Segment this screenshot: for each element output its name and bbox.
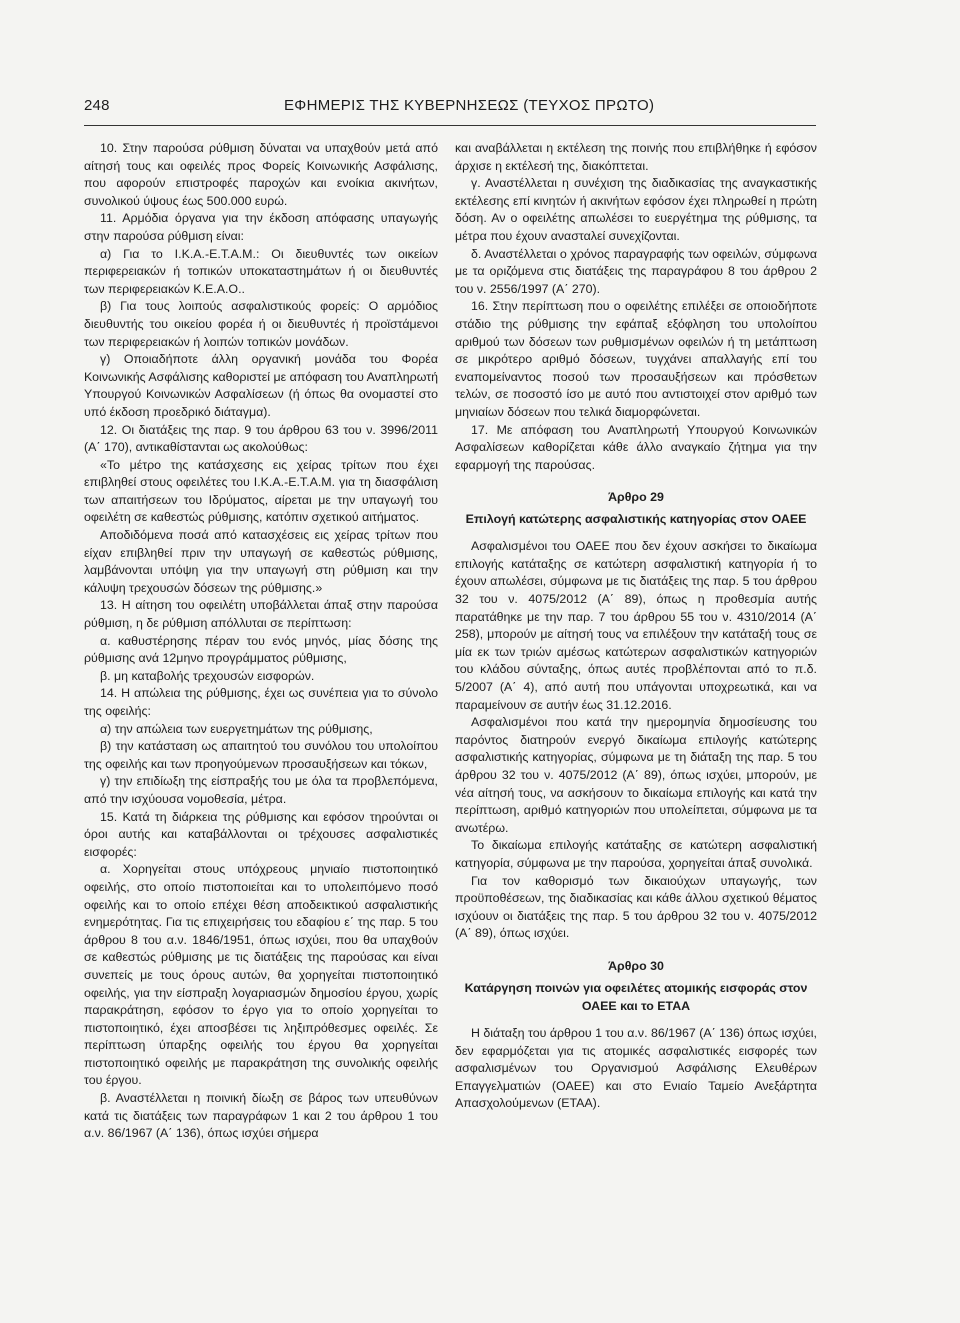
article-29-heading: Άρθρο 29 [608,490,664,505]
article-30-title: Κατάργηση ποινών για οφειλέτες ατομικής εισφοράς στον ΟΑΕΕ και το ΕΤΑΑ [464,980,808,1013]
paragraph: 15. Κατά τη διάρκεια της ρύθμισης και εφόσον τηρούνται οι όροι αυτής και καταβάλλονται οι τρέχουσες ασφαλιστικές εισφορές: [84,809,438,859]
paragraph: β) Για τους λοιπούς ασφαλιστικούς φορείς: Ο αρμόδιος διευθυντής του οικείου φορέα ή οι διευθυντές ή προϊστάμενοι των περιφερειακών ή λοιπών τοπικών μονάδων. [84,299,438,349]
paragraph: Ασφαλισμένοι του ΟΑΕΕ που δεν έχουν ασκήσει το δικαίωμα επιλογής κατάταξης σε κατώτερη ασφαλιστική κατηγορία ή το έχουν απωλέσει, σύμφωνα με τις διατάξεις της παρ. 5 του άρθρου 32 του ν. 4075/2012 (Α΄ 89), όπως η προθεσμία αυτής παρατάθηκε με την παρ. 7 του άρθρου 55 του ν. 4310/2014 (Α΄ 258), μπορούν με αίτησή τους να επιλέξουν την κατάταξή τους σε μία εκ των τριών αμέσως κατώτερων ασφαλιστικών κατηγοριών του κλάδου σύνταξης, όπως αυτές προβλέπονται από το π.δ. 5/2007 (Α΄ 4), από αυτή που υπάγονται υποχρεωτικά, και να παραμείνουν σε αυτήν έως 31.12.2016. [455,539,817,712]
paragraph: Η διάταξη του άρθρου 1 του α.ν. 86/1967 (Α΄ 136) όπως ισχύει, δεν εφαρμόζεται για τις ατομικές ασφαλιστικές εισφορές των ασφαλισμένων του Οργανισμού Ασφάλισης Ελευθέρων Επαγγελματιών (ΟΑΕΕ) και στο Ενιαίο Ταμείο Ανεξάρτητα Απασχολούμενων (ΕΤΑΑ). [455,1025,817,1111]
article-29-title: Επιλογή κατώτερης ασφαλιστικής κατηγορίας στον ΟΑΕΕ [465,512,807,527]
paragraph: 16. Στην περίπτωση που ο οφειλέτης επιλέξει σε οποιοδήποτε στάδιο της ρύθμισης την εφάπαξ εξόφληση του υπολοίπου αριθμού των δόσεων των ρυθμισμένων οφειλών ή τη μετάπτωση σε μικρότερο αριθμό δόσεων, τυγχάνει απαλλαγής επί του εναπομείναντος ποσού των προσαυξήσεων και πρόσθετων τελών, σε ποσοστό ίσο με αυτό που αντιστοιχεί στον αριθμό των μηνιαίων δόσεων που τελικά διαμορφώνεται. [455,299,817,419]
paragraph: β) την κατάσταση ως απαιτητού του συνόλου του υπολοίπου της οφειλής και των προηγούμενων προσαυξήσεων και τόκων, [84,739,438,771]
page-number: 248 [84,97,110,114]
paragraph: Ασφαλισμένοι που κατά την ημερομηνία δημοσίευσης του παρόντος διατηρούν ενεργό δικαίωμα επιλογής κατώτερης ασφαλιστικής κατηγορίας, σύμφωνα με τη διάταξη της παρ. 5 του άρθρου 32 του ν. 4075/2012 (Α΄ 89), όπως ισχύει, μπορούν, με νέα αίτησή τους, να ασκήσουν το δικαίωμα επιλογής και κατά την περίπτωση, αριθμό κατηγοριών που υπολείπεται, σύμφωνα με τα ανωτέρω. [455,715,817,835]
paragraph: Αποδιδόμενα ποσά από κατασχέσεις εις χείρας τρίτων που είχαν επιβληθεί πριν την υπαγωγή σε καθεστώς ρύθμισης, λαμβάνονται υπόψη για την υπαγωγή στη ρύθμιση και την κάλυψη τρεχουσών δόσεων της ρύθμισης.» [84,528,438,595]
paragraph: γ) την επιδίωξη της είσπραξής του με όλα τα προβλεπόμενα, από την ισχύουσα νομοθεσία, μέτρα. [84,774,438,806]
page-header [84,97,816,123]
paragraph: γ) Οποιαδήποτε άλλη οργανική μονάδα του Φορέα Κοινωνικής Ασφάλισης καθοριστεί με απόφαση του Αναπληρωτή Υπουργού Κοινωνικών Ασφαλίσεων (ή όπως θα ονομαστεί στο υπό έκδοση προεδρικό διάταγμα). [84,352,438,419]
paragraph: 10. Στην παρούσα ρύθμιση δύναται να υπαχθούν μετά από αίτησή τους και οφειλές προς Φορείς Κοινωνικής Ασφάλισης, που αφορούν επιστροφές παροχών και ενοίκια ακινήτων, συνολικού ύψους έως 500.000 ευρώ. [84,141,438,208]
article-30-heading: Άρθρο 30 [608,958,664,973]
left-column [84,140,438,1143]
right-column [455,140,817,1113]
paragraph: α) Για το Ι.Κ.Α.-Ε.Τ.Α.Μ.: Οι διευθυντές των οικείων περιφερειακών ή τοπικών υποκαταστημάτων ή οι διευθυντές των περιφερειακών Κ.Ε.Α.Ο.. [84,246,438,296]
paragraph: 11. Αρμόδια όργανα για την έκδοση απόφασης υπαγωγής στην παρούσα ρύθμιση είναι: [84,211,438,243]
paragraph: Για τον καθορισμό των δικαιούχων υπαγωγής, των προϋποθέσεων, της διαδικασίας και κάθε άλλου σχετικού θέματος ισχύουν οι διατάξεις της παρ. 5 του άρθρου 32 του ν. 4075/2012 (Α΄ 89), όπως ισχύει. [455,873,817,941]
paragraph: 13. Η αίτηση του οφειλέτη υποβάλλεται άπαξ στην παρούσα ρύθμιση, η δε ρύθμιση απόλλυται σε περίπτωση: [84,598,438,631]
paragraph: και αναβάλλεται η εκτέλεση της ποινής που επιβλήθηκε ή εφόσον άρχισε η εκτέλεσή της, διακόπτεται. [455,141,817,173]
paragraph: Το δικαίωμα επιλογής κατάταξης σε κατώτερη ασφαλιστική κατηγορία, σύμφωνα με την παρούσα, χορηγείται άπαξ συνολικά. [455,838,817,870]
journal-title: ΕΦΗΜΕΡΙΣ ΤΗΣ ΚΥΒΕΡΝΗΣΕΩΣ (ΤΕΥΧΟΣ ΠΡΩΤΟ) [284,97,655,114]
paragraph: α. καθυστέρησης πέραν του ενός μηνός, μίας δόσης της ρύθμισης ανά 12μηνο προγράμματος ρύθμισης, [84,633,438,666]
paragraph: β. μη καταβολής τρεχουσών εισφορών. [100,668,315,683]
header-rule [84,125,816,126]
paragraph: α) την απώλεια των ευεργετημάτων της ρύθμισης, [100,721,373,736]
paragraph: β. Αναστέλλεται η ποινική δίωξη σε βάρος των υπευθύνων κατά τις διατάξεις των παραγράφων 1 και 2 του άρθρου 1 του α.ν. 86/1967 (Α΄ 136), όπως ισχύει σήμερα [84,1091,438,1141]
paragraph: 12. Οι διατάξεις της παρ. 9 του άρθρου 63 του ν. 3996/2011 (Α΄ 170), αντικαθίστανται ως ακολούθως: [84,422,438,455]
paragraph: «Το μέτρο της κατάσχεσης εις χείρας τρίτων που έχει επιβληθεί στους οφειλέτες του Ι.Κ.Α.-Ε.Τ.Α.Μ. για τη διασφάλιση των απαιτήσεων του Ιδρύματος, αίρεται με την υπαγωγή του οφειλέτη σε καθεστώς ρύθμισης, κατόπιν σχετικού αιτήματος. [84,457,438,525]
paragraph: δ. Αναστέλλεται ο χρόνος παραγραφής των οφειλών, σύμφωνα με τα οριζόμενα στις διατάξεις της παραγράφου 8 του άρθρου 2 του ν. 2556/1997 (Α΄ 270). [455,246,817,296]
paragraph: 17. Με απόφαση του Αναπληρωτή Υπουργού Κοινωνικών Ασφαλίσεων καθορίζεται κάθε άλλο αναγκαίο ζήτημα για την εφαρμογή της παρούσας. [455,422,817,472]
paragraph: 14. Η απώλεια της ρύθμισης, έχει ως συνέπεια για το σύνολο της οφειλής: [84,686,438,718]
paragraph: α. Χορηγείται στους υπόχρεους μηνιαίο πιστοποιητικό οφειλής, στο οποίο πιστοποιείται και το υπολειπόμενο ποσό οφειλής και το οποίο επέχει θέση αποδεικτικού ασφαλιστικής ενημερότητας. Για τις επιχειρήσεις του εδαφίου ε΄ της παρ. 5 του άρθρου 8 του α.ν. 1846/1951, όπως ισχύει, που θα υπαχθούν σε καθεστώς ρύθμισης με τις διατάξεις της παρούσας και είναι συνεπείς με τους όρους αυτών, θα χορηγείται πιστοποιητικό οφειλής, για την είσπραξη λογαριασμών δημοσίου έργου, χωρίς παρακράτηση, εφόσον το έργο για το οποίο χορηγείται το πιστοποιητικό, έχει αποσβέσει τις ληξιπρόθεσμες οφειλές. Σε περίπτωση ύπαρξης οφειλής του έργου θα χορηγείται πιστοποιητικό οφειλής με παρακράτηση της συνολικής οφειλής του έργου. [84,862,438,1088]
paragraph: γ. Αναστέλλεται η συνέχιση της διαδικασίας της αναγκαστικής εκτέλεσης επί κινητών ή ακινήτων εφόσον έχει πληρωθεί η πρώτη δόση. Αν ο οφειλέτης απωλέσει το ευεργέτημα της ρύθμισης, τα μέτρα που έχουν ανασταλεί συνεχίζονται. [455,176,817,243]
